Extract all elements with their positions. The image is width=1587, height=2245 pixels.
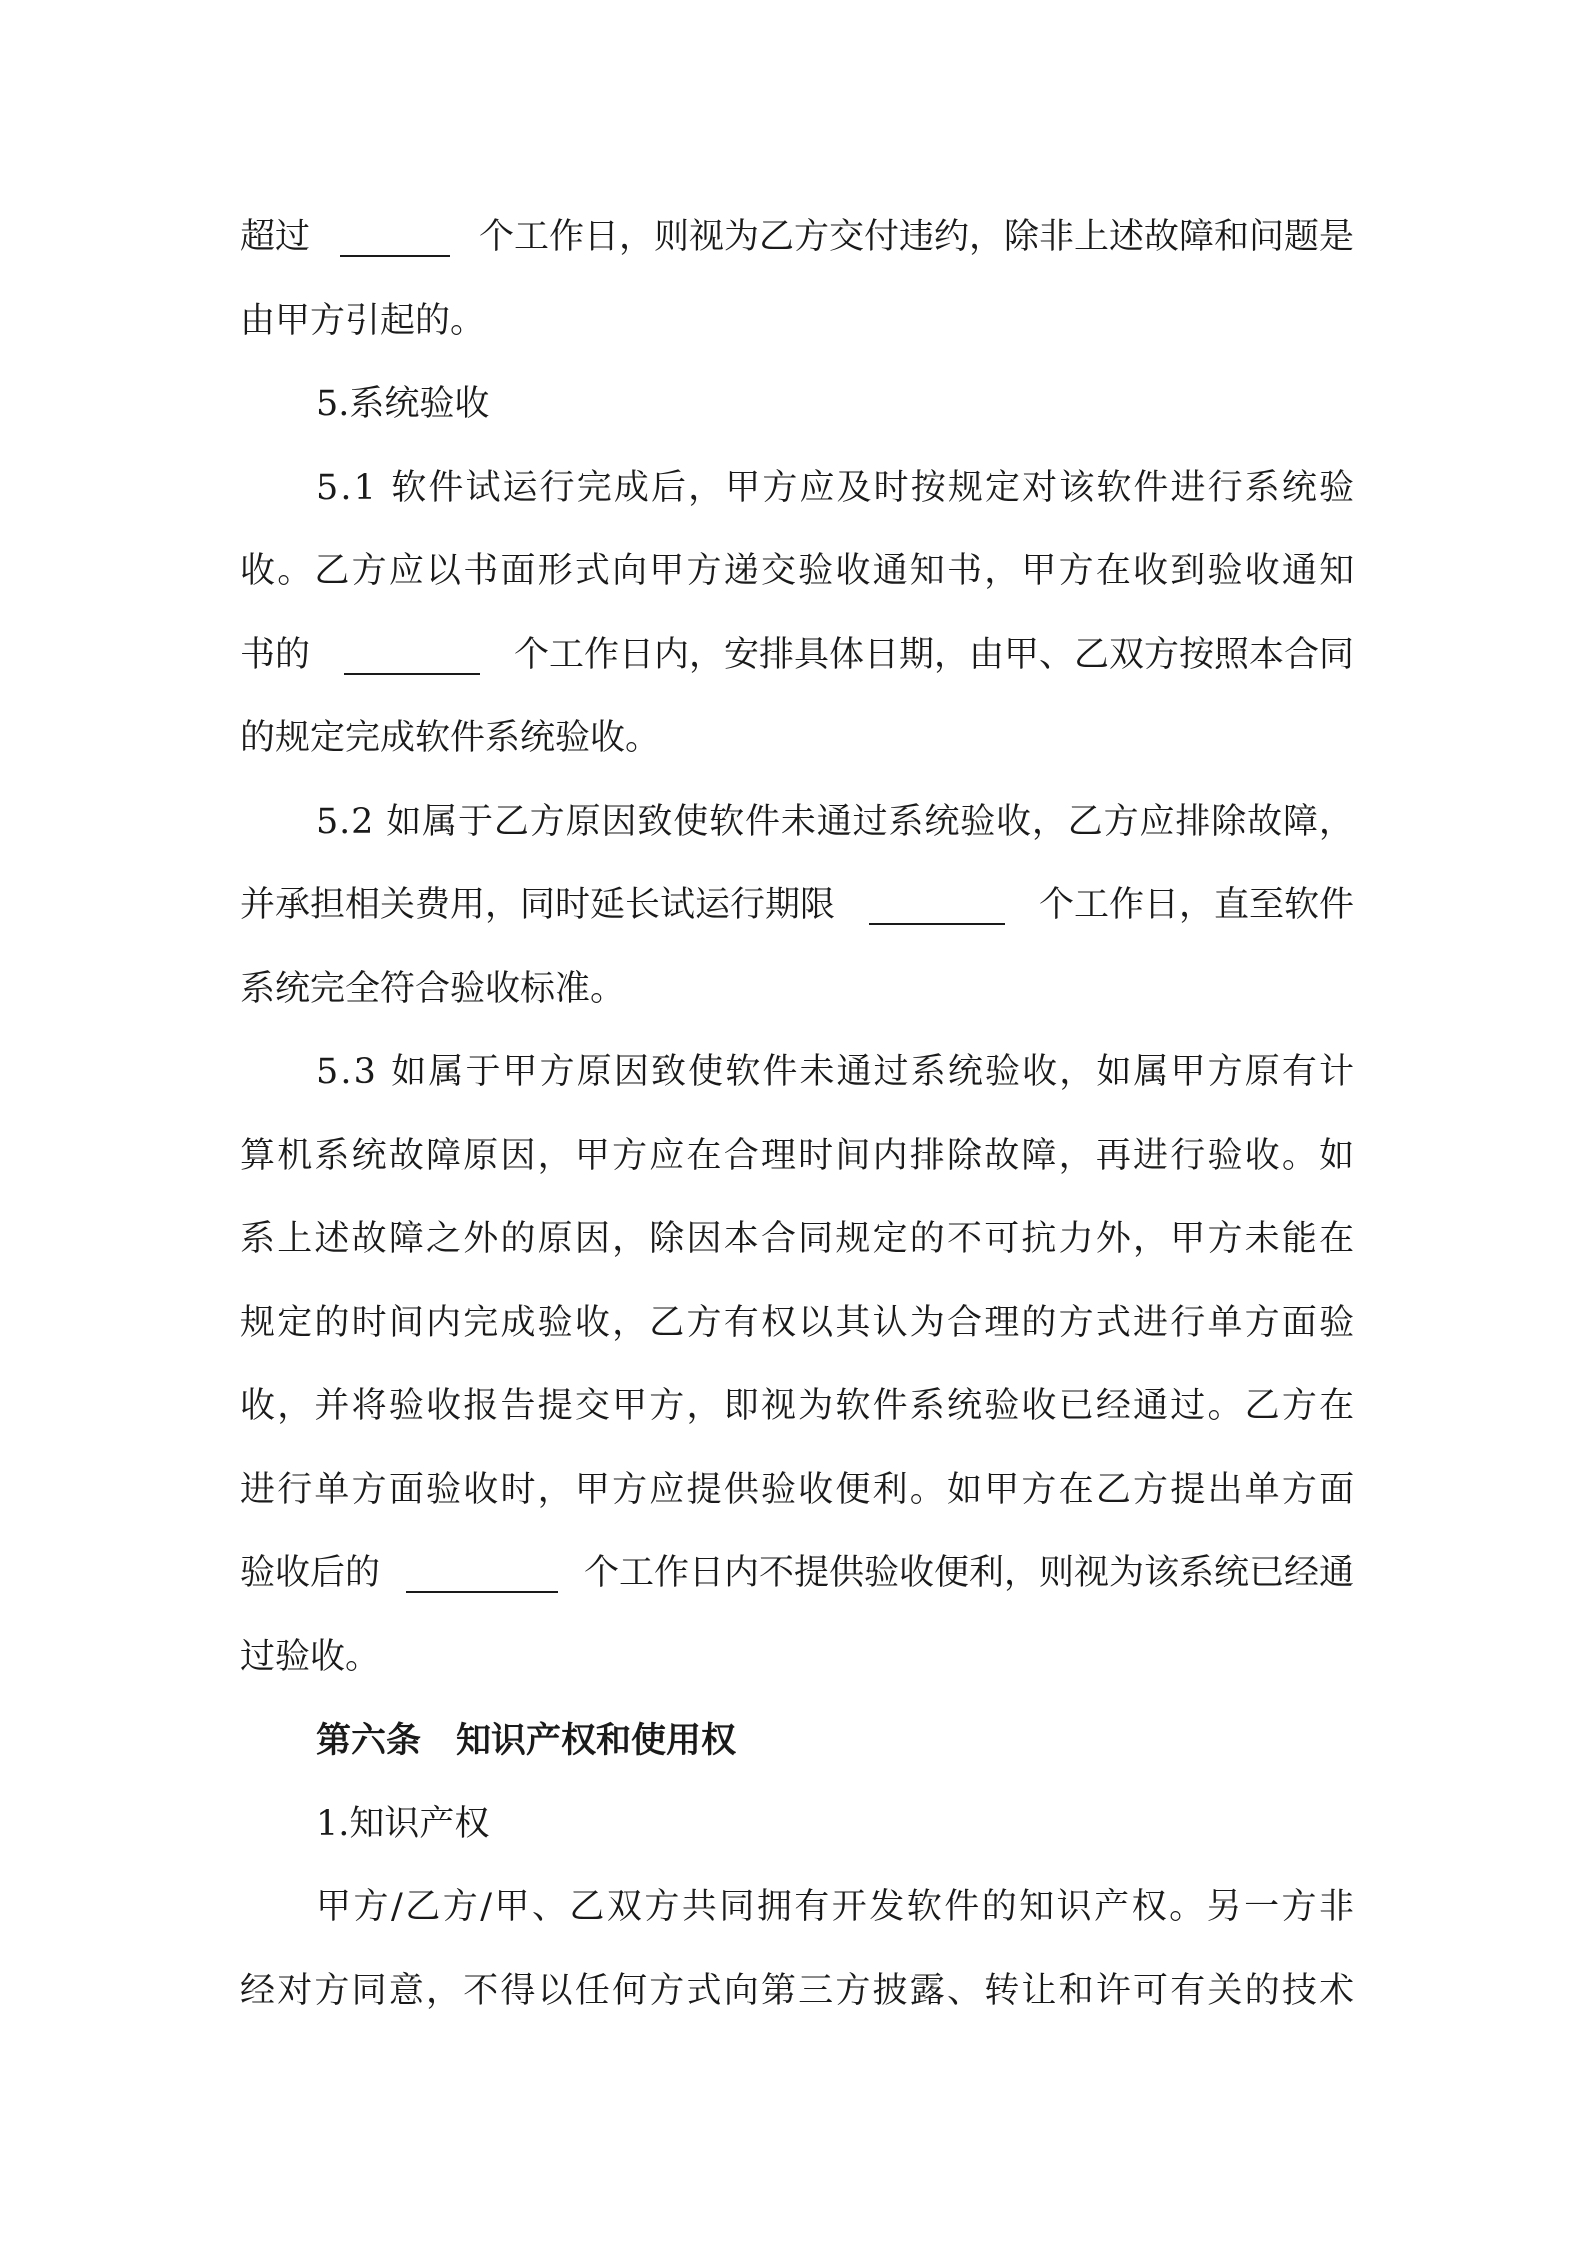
text-segment: 个工作日内不提供验收便利，则视为该系统已经通 <box>583 1553 1354 1593</box>
text-segment: 1.知识产权 <box>316 1803 490 1844</box>
text-line <box>240 1031 1357 1115</box>
text-line <box>240 1616 1354 1700</box>
fill-in-blank <box>344 636 480 675</box>
text-segment: 收，并将验收报告提交甲方，即视为软件系统验收已经通过。乙方在 <box>240 1386 1357 1426</box>
text-segment: 的规定完成软件系统验收。 <box>240 718 661 758</box>
text-segment: 超过 <box>240 217 311 257</box>
text-segment: 5.2 如属于乙方原因致使软件未通过系统验收，乙方应排除故障， <box>316 801 1355 842</box>
article-heading <box>240 1699 1354 1783</box>
section-heading <box>240 363 1354 447</box>
text-segment: 收。乙方应以书面形式向甲方递交验收通知书，甲方在收到验收通知 <box>240 551 1357 591</box>
text-segment: 算机系统故障原因，甲方应在合理时间内排除故障，再进行验收。如 <box>240 1135 1357 1176</box>
fill-in-blank <box>406 1554 558 1593</box>
text-line <box>240 1282 1357 1366</box>
text-segment: 个工作日，则视为乙方交付违约，除非上述故障和问题是 <box>478 217 1354 257</box>
text-line <box>240 1532 1354 1616</box>
text-segment: 5.1 软件试运行完成后，甲方应及时按规定对该软件进行系统验 <box>316 467 1357 508</box>
text-segment: 进行单方面验收时，甲方应提供验收便利。如甲方在乙方提出单方面 <box>240 1469 1357 1510</box>
text-segment: 并承担相关费用，同时延长试运行期限 <box>240 885 836 925</box>
text-segment: 由甲方引起的。 <box>240 300 486 341</box>
text-segment: 个工作日，直至软件 <box>1038 885 1354 925</box>
fill-in-blank <box>869 886 1005 925</box>
text-segment: 系统完全符合验收标准。 <box>240 968 626 1009</box>
text-segment: 规定的时间内完成验收，乙方有权以其认为合理的方式进行单方面验 <box>240 1302 1357 1343</box>
text-line <box>240 781 1354 865</box>
text-line <box>240 530 1357 614</box>
text-segment: 过验收。 <box>240 1636 381 1677</box>
text-segment: 5.系统验收 <box>316 384 490 424</box>
text-segment: 验收后的 <box>240 1553 381 1593</box>
text-segment: 经对方同意，不得以任何方式向第三方披露、转让和许可有关的技术 <box>240 1970 1357 2011</box>
text-segment: 第六条 知识产权和使用权 <box>316 1720 737 1761</box>
section-heading <box>240 1783 1354 1867</box>
text-segment: 个工作日内，安排具体日期，由甲、乙双方按照本合同 <box>513 634 1354 675</box>
text-segment: 甲方/乙方/甲、乙双方共同拥有开发软件的知识产权。另一方非 <box>316 1887 1357 1927</box>
text-line <box>240 447 1357 531</box>
text-line <box>240 280 1354 364</box>
fill-in-blank <box>340 218 450 257</box>
text-line <box>240 948 1354 1032</box>
text-line <box>240 614 1354 698</box>
document-body <box>240 196 1357 2033</box>
text-line <box>240 1866 1357 1950</box>
text-line <box>240 697 1354 781</box>
text-line <box>240 196 1354 280</box>
text-line <box>240 1198 1357 1282</box>
text-line <box>240 864 1354 948</box>
text-segment: 5.3 如属于甲方原因致使软件未通过系统验收，如属甲方原有计 <box>316 1052 1357 1092</box>
text-line <box>240 1115 1357 1199</box>
text-segment: 系上述故障之外的原因，除因本合同规定的不可抗力外，甲方未能在 <box>240 1219 1357 1259</box>
text-segment: 书的 <box>240 634 311 675</box>
text-line <box>240 1449 1357 1533</box>
text-line <box>240 1950 1357 2034</box>
text-line <box>240 1365 1357 1449</box>
